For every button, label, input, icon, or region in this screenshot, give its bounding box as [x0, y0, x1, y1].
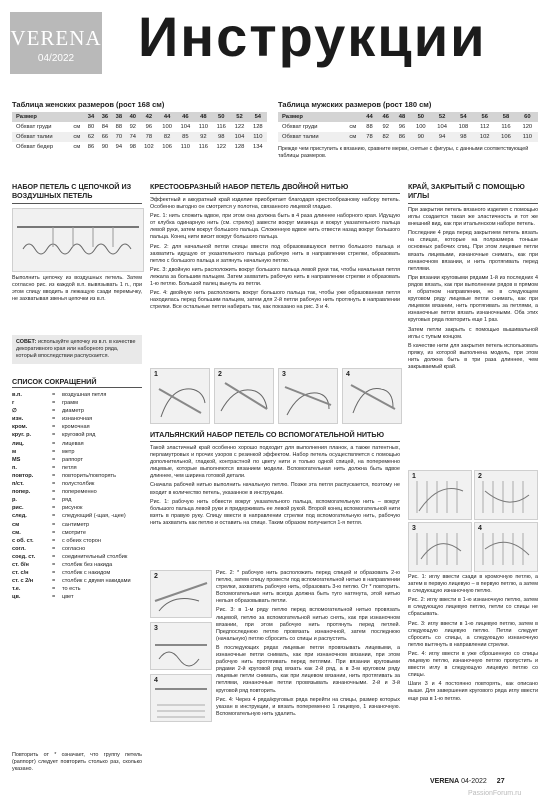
abbr-equals: = [52, 586, 56, 593]
table-cell: 110 [180, 144, 190, 150]
table-cell: см [73, 124, 81, 130]
table-cell: 100 [162, 124, 172, 130]
table-cell: 92 [129, 124, 137, 130]
table-cell: 66 [98, 132, 112, 142]
italian-paragraph: Такой эластичный край особенно хорошо подходит для выполнения планок, а также патентных, перламутровых и прочих узоров с резинкой эффектом. Набор петель осуществляется с помощью дополнительной, гладкой, контрастной по цвету нити и только одной спицей, на попеременно лицевые, которые выполняются вязанием модели. Вспомогательная нить должна быть вдвое длиннее, чем ширина готовой детали. [150, 445, 400, 480]
header-cell: 54 [249, 112, 267, 122]
abbr-item [12, 529, 142, 537]
stitch-grid-icon [475, 471, 537, 519]
logo-issue: 04/2022 [37, 53, 75, 64]
figure-4 [474, 522, 538, 572]
advice-box [12, 335, 142, 364]
table-cell: 112 [480, 124, 490, 130]
abbr-equals: = [52, 513, 56, 520]
abbr-equals: = [52, 400, 56, 407]
table-cell: 104 [230, 132, 248, 142]
figure-number: 3 [412, 525, 416, 532]
table-cell: 106 [162, 144, 172, 150]
abbr-key: р. [12, 497, 17, 504]
abbr-value: смотрите [62, 529, 87, 536]
abbr-item [12, 561, 142, 569]
chain-title: НАБОР ПЕТЕЛЬ С ЦЕПОЧКОЙ ИЗ ВОЗДУШНЫХ ПЕТЕЛЬ [12, 182, 132, 200]
abbr-item [12, 585, 142, 593]
table-cell: см [70, 132, 85, 142]
abbr-item [12, 569, 142, 577]
edge-paragraph: При закрытии петель вязаного изделия с помощью иглы создается такая же эластичность и тот же внешний вид, как при итальянском наборе петель. [408, 207, 538, 228]
abbr-note: Повторить от * означает, что группу петель (раппорт) следует повторить столько раз, сколько указано. [12, 752, 142, 773]
header-cell: 52 [230, 112, 248, 122]
hand-icon [215, 369, 273, 423]
abbr-item [12, 504, 142, 512]
figure-number: 2 [218, 371, 222, 378]
italian-figure-paragraph: В последующих рядах лицевые петли провязывать лицевыми, а изнаночные петли снимать, как при изнаночном вязании, при этом рабочую нить протягивать перед петлями. При вязании круговыми рядами 2-й круговой ряд вязать как 2-й ряд, а в 3-м круговом ряду лицевые петли снимать, как при лицевом вязании, нить протягивать за петлями, изнаночные петли провязывать изнаночными. 2-й и 3-й круговой ряд повторить. [216, 644, 400, 694]
abbr-item [12, 521, 142, 529]
abbr-value: столбик без накида [62, 561, 113, 568]
figure-4 [150, 674, 212, 722]
edge-text [408, 207, 538, 373]
abbr-key: кром. [12, 424, 28, 431]
abbr-item [12, 399, 142, 407]
figure-number: 3 [154, 625, 158, 632]
table-cell: Обхват груди [16, 124, 52, 130]
abbr-equals: = [52, 561, 56, 568]
abbr-value: повторить/повторять [62, 472, 117, 479]
advice-text: используйте цепочку из в.п. в качестве декоративного края или наборного ряда, который впоследствии распускается. [16, 339, 136, 360]
cross-paragraph: Эффектный и аккуратный край изделие приобретает благодаря крестообразному набору петель. Особенно выгодно он смотрится у полотна, связанного лицевой гладью. [150, 197, 400, 211]
table-cell: 96 [398, 124, 406, 130]
edge-paragraph: Затем петли закрыть с помощью вышивальной иглы с тупым концом. [408, 326, 538, 340]
table-cell: 122 [234, 124, 245, 130]
header-cell: Размер [12, 112, 84, 122]
figure-number: 1 [154, 371, 158, 378]
figure-3 [408, 522, 472, 572]
figure-1 [408, 470, 472, 520]
table-cell: Обхват талии [278, 132, 344, 142]
header-cell: 50 [410, 112, 431, 122]
abbr-item [12, 415, 142, 423]
edge-paragraph: Последние 4 ряда перед закрытием петель вязать на спицах, которые на полразмера тоньше основных рабочих спиц. При этом лицевые петли вязать лицевыми, изнаночные снимать, как при изнаночном вязании, и нить протягивать перед петлями. [408, 230, 538, 272]
table-row [12, 122, 267, 132]
footer [430, 778, 505, 785]
table-cell: 74 [126, 132, 140, 142]
needle-icon [151, 675, 211, 721]
italian-figures [150, 570, 212, 770]
abbreviation-list [12, 391, 142, 601]
figure-3 [278, 368, 338, 424]
table-cell: 96 [145, 124, 153, 130]
table-cell: 116 [216, 124, 226, 130]
table-cell: Обхват талии [12, 132, 70, 142]
table-header-row [278, 112, 538, 122]
abbr-value: следующий (-щая, -щее) [62, 513, 126, 520]
abbr-key: согл. [12, 545, 26, 552]
abbr-equals: = [52, 497, 56, 504]
magazine-logo [10, 12, 102, 74]
abbr-key: попер. [12, 489, 31, 496]
chain-text: Выполнить цепочку из воздушных петель. Затем согласно рис. из каждой в.п. вывязывать 1 п., при этом спицу вводить в лежащую сзади перемычку, не захватывая звенья цепочки из в.п. [12, 275, 142, 303]
abbr-key: ст. с 2/н [12, 578, 34, 585]
table-cell: 90 [410, 132, 431, 142]
abbr-key: в.п. [12, 392, 22, 398]
abbr-item [12, 512, 142, 520]
table-cell: 122 [216, 144, 227, 150]
table-cell: см [73, 144, 81, 150]
table-cell: 110 [198, 124, 208, 130]
figure-number: 2 [478, 473, 482, 480]
table-header-row [12, 112, 267, 122]
abbr-value: раппорт [62, 456, 83, 463]
figure-number: 4 [346, 371, 350, 378]
italian-title: ИТАЛЬЯНСКИЙ НАБОР ПЕТЕЛЬ СО ВСПОМОГАТЕЛЬНОЙ НИТЬЮ [150, 430, 385, 439]
header-cell: Размер [278, 112, 361, 122]
figure-number: 4 [154, 677, 158, 684]
abbr-equals: = [52, 464, 56, 471]
table-cell: 78 [140, 132, 158, 142]
abbr-value: согласно [62, 545, 86, 552]
table-cell: 90 [101, 144, 109, 150]
table-cell: 70 [112, 132, 126, 142]
header-cell: 34 [84, 112, 98, 122]
figure-number: 4 [478, 525, 482, 532]
abbr-equals: = [52, 545, 56, 552]
table-cell: 102 [474, 132, 495, 142]
table-cell: Обхват груди [282, 124, 318, 130]
italian-figure-paragraph: Рис. 3: в 1-м ряду петлю перед вспомогательной нитью провязать лицевой, петлю за вспомогательной нитью снять, как при изнаночном вязании, при этом рабочую нить протянуть перед петлей. Предпоследнюю петлю провязать изнаночной, затем последнюю (начальную) петлю сбросить со спицы и распустить. [216, 607, 400, 642]
abbr-equals: = [52, 440, 56, 447]
edge-step: Рис. 4: иглу ввести в уже сброшенную со спицы лицевую петлю, изнаночную петлю пропустить и ввести иглу в следующую лицевую петлю со спицы. [408, 650, 538, 679]
table-row [278, 122, 538, 132]
edge-step: Рис. 1: иглу ввести сзади в кромочную петлю, а затем в первую лицевую – в первую петлю, а затем в следующую изнаночную петлю. [408, 574, 538, 595]
footer-issue: 04-2022 [461, 778, 487, 785]
chain-illustration [12, 208, 144, 272]
table-cell: 94 [431, 132, 452, 142]
abbr-equals: = [52, 553, 56, 560]
table-cell: 86 [394, 132, 410, 142]
abbr-key: с об. ст. [12, 537, 34, 544]
table-cell: 92 [194, 132, 212, 142]
abbr-equals: = [52, 570, 56, 577]
watermark: PassionForum.ru [468, 790, 522, 797]
abbr-key: лиц. [12, 440, 24, 447]
footer-brand: VERENA [430, 778, 460, 785]
header-cell: 44 [361, 112, 377, 122]
abbr-equals: = [52, 594, 56, 601]
table-cell: 104 [437, 124, 447, 130]
men-table-title: Таблица мужских размеров (рост 180 см) [278, 100, 432, 109]
abbr-item [12, 488, 142, 496]
italian-figure-text [216, 570, 400, 720]
table-cell: 98 [453, 132, 474, 142]
abbr-equals: = [52, 481, 56, 488]
abbr-value: кромочная [62, 424, 90, 431]
abbr-equals: = [52, 392, 56, 398]
abbr-value: круговой ряд [62, 432, 96, 439]
abbr-value: воздушная петля [62, 392, 107, 398]
table-cell: 116 [198, 144, 208, 150]
table-cell: 92 [382, 124, 389, 130]
cross-paragraph: Рис. 3: двойную нить расположить вокруг большого пальца левой руки так, чтобы начальная петля лежала за большим пальцем. Затем захватить рабочую нить в направлении стрелки и образовать 1-ю петлю. Большой палец вынуть из петли. [150, 266, 400, 288]
abbr-item [12, 391, 142, 399]
header-cell: 46 [378, 112, 394, 122]
women-table-title: Таблица женских размеров (рост 168 см) [12, 100, 165, 109]
table-cell: 120 [522, 124, 533, 130]
abbr-key: см. [12, 529, 21, 536]
abbr-value: с обеих сторон [62, 537, 101, 544]
abbr-equals: = [52, 424, 56, 431]
italian-text [150, 445, 400, 529]
stitch-grid-icon [475, 523, 537, 571]
women-size-table [12, 112, 267, 152]
abbr-value: попеременно [62, 489, 97, 496]
needle-icon [151, 623, 211, 669]
abbr-item [12, 456, 142, 464]
abbr-equals: = [52, 448, 56, 455]
abbr-item [12, 448, 142, 456]
edge-paragraph: При вязании круговыми рядами 1-й из последних 4 рядов вязать, как при выполнении рядов в прямом и обратном направлении, но в следующем круговом ряду лицевые петли снимать, как при лицевом вязании, нить протягивать за петлями, а изнаночные петли вязать изнаночными. Оба этих круговых ряда повторить еще 1 раз. [408, 274, 538, 324]
abbr-equals: = [52, 529, 56, 536]
table-row [12, 142, 267, 152]
abbr-equals: = [52, 408, 56, 415]
table-cell: 128 [252, 124, 263, 130]
abbr-key: п/ст. [12, 481, 24, 488]
abbr-value: грамм [62, 400, 78, 407]
abbr-value: метр [62, 448, 75, 455]
abbr-item [12, 496, 142, 504]
edge-title: КРАЙ, ЗАКРЫТЫЙ С ПОМОЩЬЮ ИГЛЫ [408, 182, 525, 200]
table-cell: см [344, 132, 361, 142]
header-cell: 60 [517, 112, 538, 122]
abbr-item [12, 480, 142, 488]
edge-step: Рис. 2: иглу ввести в 1-ю изнаночную петлю, затем в следующую лицевую петлю, петли со спицы не сбрасывать. [408, 597, 538, 618]
table-cell: 116 [501, 124, 511, 130]
abbr-key: ст. б/н [12, 561, 29, 568]
table-cell: 108 [458, 124, 469, 130]
italian-paragraph: Сначала рабочей нитью выполнить начальную петлю. Позже эта петля распускается, поэтому не входит в количество петель, указанное в инструкции. [150, 482, 400, 496]
abbr-key: г [12, 400, 15, 407]
italian-figure-paragraph: Рис. 2: * рабочую нить расположить перед спицей и образовать 2-ю петлю, затем спицу провести под вспомогательной нитью в направлении стрелки, захватить рабочую нить, образовать 3-ю петлю. От * повторить. Вспомогательная нить всегда должна быть туго натянута, этой нитью нельзя образовывать петли. [216, 570, 400, 605]
figure-number: 2 [154, 573, 158, 580]
figure-1 [150, 368, 210, 424]
abbr-equals: = [52, 505, 56, 512]
hand-icon [279, 369, 337, 423]
abbr-item [12, 545, 142, 553]
abbr-key: см [12, 521, 20, 528]
table-cell: см [349, 124, 357, 130]
cross-paragraph: Рис. 1: нить сложить вдвое, при этом она должна быть в 4 раза длиннее наборного края. Идущую от клубка одинарную нить (см. стрелку) завести вокруг мизинца и вокруг указательного пальца левой руки, затем вокруг большого пальца. Сложенную вдвое нить отвести назад вокруг большого пальца. Конец нити висит вокруг большого пальца. [150, 213, 400, 241]
abbr-item [12, 553, 142, 561]
abbr-equals: = [52, 472, 56, 479]
abbr-item [12, 407, 142, 415]
abbr-item [12, 440, 142, 448]
figure-4 [342, 368, 402, 424]
divider [12, 387, 142, 388]
abbr-key: повтор. [12, 472, 34, 479]
figure-number: 1 [412, 473, 416, 480]
hand-icon [343, 369, 401, 423]
page-number: 27 [496, 778, 505, 785]
abbr-item [12, 537, 142, 545]
abbr-key: рис. [12, 505, 24, 512]
table-cell: 100 [415, 124, 426, 130]
figure-2 [214, 368, 274, 424]
edge-paragraph: В качестве нити для закрытия петель использовать пряжу, из которой выполнена модель, при этом нить должна быть в три раза длиннее, чем закрываемый край. [408, 342, 538, 370]
abbr-key: изн. [12, 416, 24, 423]
abbr-title: СПИСОК СОКРАЩЕНИЙ [12, 377, 97, 386]
divider [150, 193, 400, 194]
table-cell: 82 [378, 132, 394, 142]
abbr-value: сантиметр [62, 521, 90, 528]
edge-step: Шаги 3 и 4 постоянно повторять, как описано выше. Для завершения кругового ряда иглу ввести еще раз в 1-ю петлю. [408, 681, 538, 702]
abbr-key: круг. р. [12, 432, 32, 439]
abbr-key: т.е. [12, 586, 21, 593]
cross-text [150, 197, 400, 313]
abbr-key: соед. ст. [12, 553, 36, 560]
abbr-key: MS [12, 456, 21, 463]
abbr-value: изнаночная [62, 416, 93, 423]
abbr-key: м [12, 448, 17, 455]
advice-label: СОВЕТ: [16, 339, 37, 345]
table-cell: 78 [361, 132, 377, 142]
abbr-value: лицевая [62, 440, 84, 447]
men-size-table [278, 112, 538, 142]
abbr-equals: = [52, 521, 56, 528]
figure-2 [474, 470, 538, 520]
header-cell: 56 [474, 112, 495, 122]
header-cell: 48 [394, 112, 410, 122]
abbr-equals: = [52, 456, 56, 463]
abbr-value: рисунок [62, 505, 83, 512]
table-cell: 110 [517, 132, 538, 142]
table-cell: 86 [87, 144, 95, 150]
table-cell: 84 [101, 124, 109, 130]
men-table-note: Прежде чем приступить к вязанию, сравните мерки, снятые с фигуры, с данными соответствующей таблицы размеров. [278, 146, 529, 159]
abbr-value: полустолбик [62, 481, 95, 488]
abbr-equals: = [52, 537, 56, 544]
table-cell: 104 [180, 124, 191, 130]
divider [150, 441, 400, 442]
italian-figure-paragraph: Рис. 4: Через 4 ряда/круговых ряда перейти на спицы, размер которых указан в инструкции, и вязать попеременно 1 лицевую, 1 изнаночную. Вспомогательную нить удалить. [216, 696, 400, 717]
abbr-value: диаметр [62, 408, 84, 415]
table-cell: 82 [158, 132, 176, 142]
header-cell: 40 [126, 112, 140, 122]
abbr-value: ряд [62, 497, 72, 504]
table-cell: 80 [87, 124, 95, 130]
table-cell: Обхват бедер [16, 144, 54, 150]
figure-3 [150, 622, 212, 670]
abbr-key: п. [12, 464, 17, 471]
header-cell: 42 [140, 112, 158, 122]
table-cell: 106 [495, 132, 516, 142]
edge-figures [408, 470, 538, 570]
edge-step: Рис. 3: иглу ввести в 1-ю лицевую петлю, затем в следующую лицевую петлю. Петли следует сбросить со спицы, а следующую изнаночную петлю вытянуть в направлении стрелки. [408, 620, 538, 648]
header-cell: 46 [176, 112, 194, 122]
knitting-chain-icon [13, 209, 143, 271]
table-cell: 134 [252, 144, 263, 150]
table-cell: 94 [115, 144, 123, 150]
abbr-equals: = [52, 578, 56, 585]
italian-paragraph: Рис. 1: рабочую нить обвести вокруг указательного пальца, вспомогательную нить – вокруг большого пальца левой руки и придерживать ее левой рукой. Второй конец вспомогательной нити взять в правую руку. Спицу ввести в направлении стрелки под вспомогательную нить, рабочую нить захватить как петлю и оставить на спице. Таким образом получается 1-я петля. [150, 498, 400, 526]
abbr-item [12, 593, 142, 601]
cross-figures [150, 368, 400, 424]
abbr-equals: = [52, 416, 56, 423]
table-cell: 110 [249, 132, 267, 142]
table-row [278, 132, 538, 142]
table-cell: 102 [144, 144, 154, 150]
abbr-key: ∅ [12, 408, 17, 415]
page-title: Инструкции [138, 5, 487, 68]
abbr-item [12, 464, 142, 472]
abbr-value: петля [62, 464, 77, 471]
abbr-item [12, 423, 142, 431]
figure-2 [150, 570, 212, 618]
table-cell: 85 [176, 132, 194, 142]
divider [12, 203, 142, 204]
abbr-equals: = [52, 432, 56, 439]
stitch-grid-icon [409, 523, 471, 571]
hand-icon [151, 369, 209, 423]
abbr-item [12, 472, 142, 480]
abbr-item [12, 577, 142, 585]
header-cell: 36 [98, 112, 112, 122]
needle-icon [151, 571, 211, 617]
cross-title: КРЕСТООБРАЗНЫЙ НАБОР ПЕТЕЛЬ ДВОЙНОЙ НИТЬЮ [150, 182, 349, 191]
abbr-item [12, 431, 142, 439]
cross-paragraph: Рис. 4: двойную нить расположить вокруг большого пальца так, чтобы уже образованная петля находилась перед большим пальцем, затем для 2-й петли рабочую нить протянуть в направлении стрелки. Все остальные петли набирать так, как показано на рис. 3 и 4. [150, 290, 400, 311]
header-cell: 44 [158, 112, 176, 122]
header-cell: 52 [431, 112, 452, 122]
abbr-key: цв. [12, 594, 21, 601]
header-cell: 54 [453, 112, 474, 122]
abbr-value: то есть [62, 586, 81, 593]
header-cell: 48 [194, 112, 212, 122]
abbr-key: ст. с/н [12, 570, 29, 577]
header-cell: 50 [212, 112, 230, 122]
table-cell: 62 [84, 132, 98, 142]
table-row [12, 132, 267, 142]
logo-brand: VERENA [10, 26, 102, 50]
abbr-value: столбик с накидом [62, 570, 111, 577]
figure-number: 3 [282, 371, 286, 378]
divider [408, 203, 538, 204]
stitch-grid-icon [409, 471, 471, 519]
table-cell: 88 [115, 124, 123, 130]
abbr-value: цвет [62, 594, 74, 601]
edge-steps [408, 574, 538, 705]
table-cell: 88 [366, 124, 373, 130]
cross-paragraph: Рис. 2: для начальной петли спицы ввести под образовавшуюся петлю большого пальца и захватить идущую от указательного пальца рабочую нить в направлении стрелки, образовать петлю с большого пальца и затянуть начальную петлю. [150, 243, 400, 264]
abbr-value: соединительный столбик [62, 553, 128, 560]
table-cell: 98 [212, 132, 230, 142]
header-cell: 38 [112, 112, 126, 122]
abbr-value: столбик с двумя накидами [62, 578, 131, 585]
abbr-key: след. [12, 513, 27, 520]
abbr-equals: = [52, 489, 56, 496]
header-cell: 58 [495, 112, 516, 122]
table-cell: 98 [129, 144, 137, 150]
table-cell: 128 [234, 144, 245, 150]
